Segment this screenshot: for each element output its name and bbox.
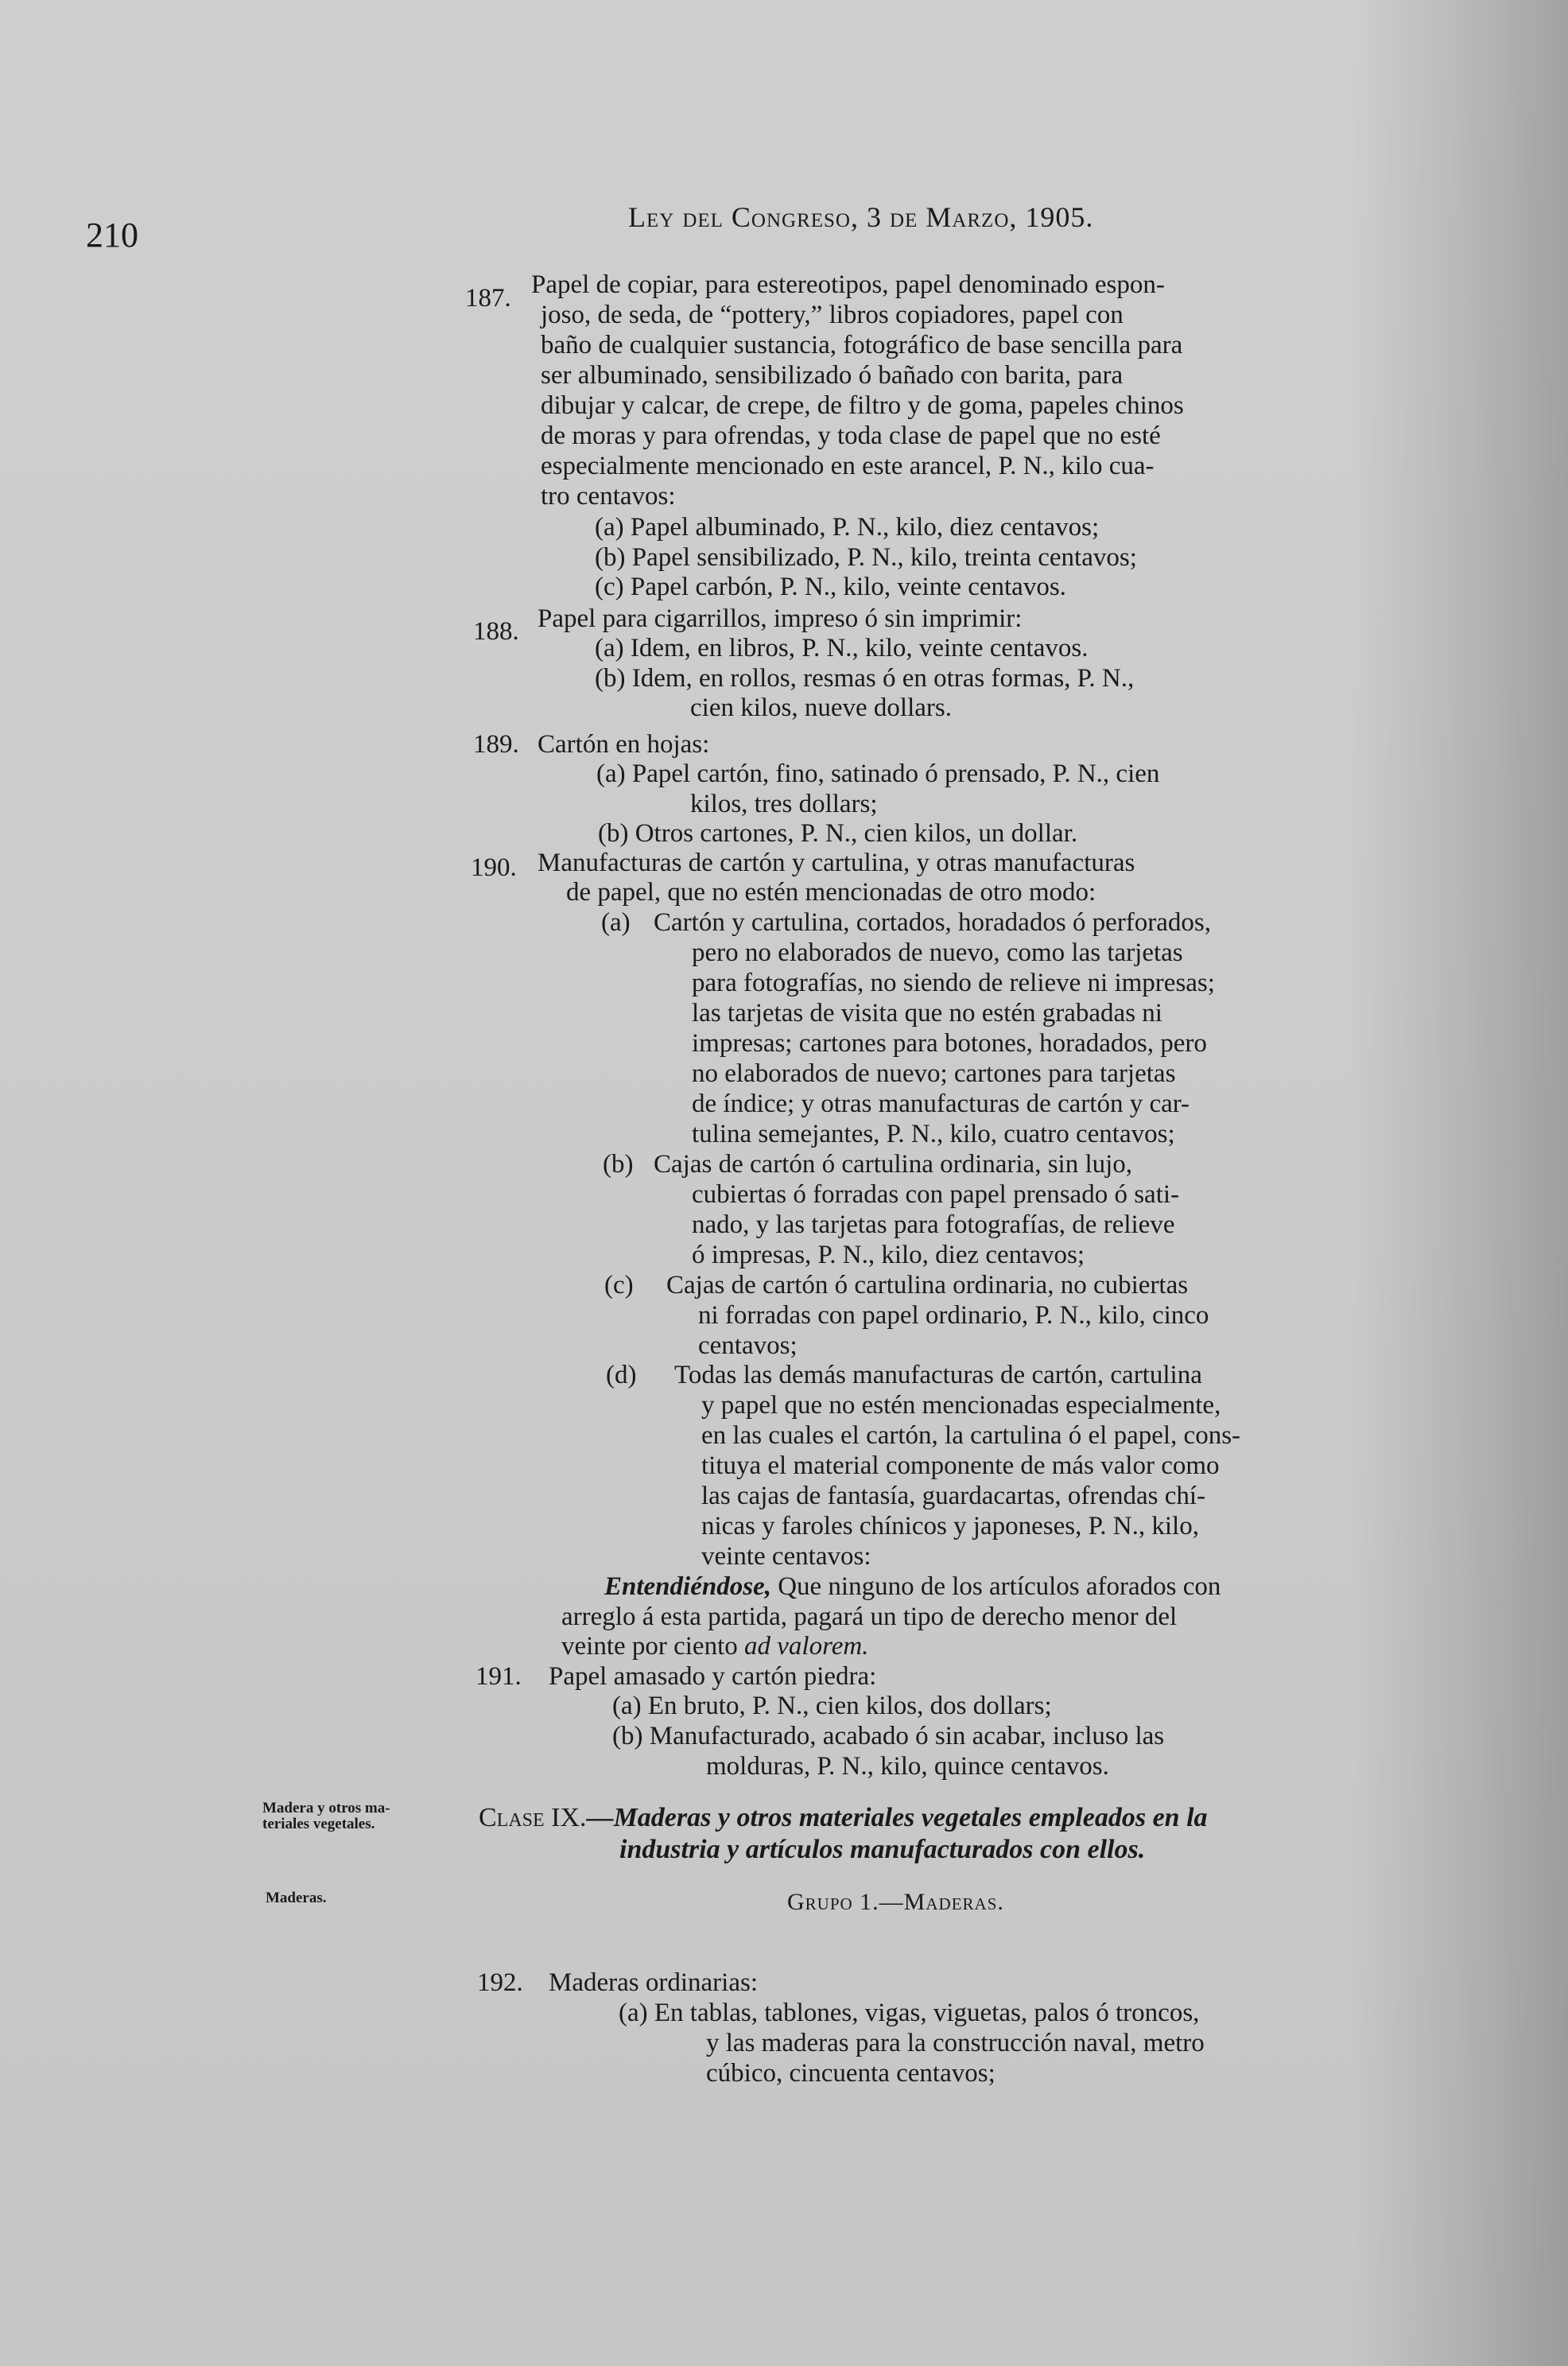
margin-note (262, 1801, 390, 1832)
text-line: las cajas de fantasía, guardacartas, ofrendas chí- (701, 1482, 1206, 1510)
proviso-text: veinte por ciento (561, 1632, 738, 1661)
item-number: 192. (477, 1968, 523, 1997)
subitem-a: (a) En bruto, P. N., cien kilos, dos dollars; (612, 1692, 1052, 1720)
subitem-b: (b) Papel sensibilizado, P. N., kilo, treinta centavos; (595, 543, 1137, 572)
text-line: Papel para cigarrillos, impreso ó sin imprimir: (538, 604, 1023, 633)
item-number: 188. (473, 617, 519, 646)
text-line: Cartón en hojas: (538, 730, 710, 759)
subitem-label: (c) (604, 1271, 634, 1300)
text-line: dibujar y calcar, de crepe, de filtro y de goma, papeles chinos (541, 391, 1184, 420)
text-line: centavos; (698, 1331, 798, 1360)
class-title: —Maderas y otros materiales vegetales empleados en la (586, 1803, 1208, 1832)
text-line: baño de cualquier sustancia, fotográfico de base sencilla para (541, 331, 1183, 359)
text-line: molduras, P. N., kilo, quince centavos. (706, 1752, 1109, 1781)
text-line: tro centavos: (541, 482, 676, 511)
text-line: no elaborados de nuevo; cartones para tarjetas (692, 1059, 1176, 1088)
class-heading-line (479, 1834, 1393, 1866)
proviso-line (561, 1632, 868, 1662)
subitem-label: (d) (606, 1361, 637, 1389)
text-line: Cajas de cartón ó cartulina ordinaria, sin lujo, (654, 1150, 1133, 1179)
item-number: 187. (465, 284, 511, 313)
text-line: de moras y para ofrendas, y toda clase de papel que no esté (541, 422, 1161, 450)
text-line: pero no elaborados de nuevo, como las tarjetas (692, 938, 1183, 967)
page-number: 210 (86, 216, 138, 254)
text-line: para fotografías, no siendo de relieve ni impresas; (692, 969, 1215, 997)
subitem-b: (b) Idem, en rollos, resmas ó en otras formas, P. N., (595, 664, 1135, 693)
text-line: cúbico, cincuenta centavos; (706, 2059, 996, 2088)
text-line: las tarjetas de visita que no estén grabadas ni (692, 999, 1162, 1028)
item-number: 189. (473, 730, 519, 759)
text-line: de papel, que no estén mencionadas de otro modo: (566, 878, 1096, 907)
text-line: Maderas ordinarias: (549, 1968, 758, 1997)
subitem-a: (a) Idem, en libros, P. N., kilo, veinte centavos. (595, 634, 1089, 662)
text-line: Manufacturas de cartón y cartulina, y otras manufacturas (538, 849, 1135, 877)
text-line: Todas las demás manufacturas de cartón, cartulina (674, 1361, 1202, 1389)
text-line: impresas; cartones para botones, horadados, pero (692, 1029, 1207, 1058)
text-line: nicas y faroles chínicos y japoneses, P. N., kilo, (701, 1512, 1199, 1540)
text-line: de índice; y otras manufacturas de cartón y car- (692, 1090, 1190, 1118)
subitem-b: (b) Otros cartones, P. N., cien kilos, un dollar. (598, 819, 1078, 848)
subitem-a: (a) Papel albuminado, P. N., kilo, diez centavos; (595, 513, 1100, 542)
subitem-a: (a) En tablas, tablones, vigas, viguetas, palos ó troncos, (619, 1999, 1200, 2027)
text-line: Papel de copiar, para estereotipos, papel denominado espon- (531, 270, 1165, 299)
subitem-label: (a) (601, 908, 631, 937)
text-line: ó impresas, P. N., kilo, diez centavos; (692, 1241, 1085, 1269)
text-line: nado, y las tarjetas para fotografías, de relieve (692, 1210, 1175, 1239)
text-line: joso, de seda, de “pottery,” libros copiadores, papel con (541, 301, 1124, 329)
subitem-a: (a) Papel cartón, fino, satinado ó prensado, P. N., cien (596, 760, 1160, 788)
class-label: Clase IX. (479, 1803, 587, 1832)
text-line: Cartón y cartulina, cortados, horadados ó perforados, (654, 908, 1212, 937)
running-header: Ley del Congreso, 3 de Marzo, 1905. (628, 201, 1094, 233)
text-line: tituya el material componente de más valor como (701, 1451, 1220, 1480)
class-heading-line (479, 1802, 1393, 1834)
class-heading (479, 1802, 1393, 1866)
text-line: y papel que no estén mencionadas especialmente, (701, 1391, 1221, 1420)
text-line: Cajas de cartón ó cartulina ordinaria, no cubiertas (666, 1271, 1189, 1300)
item-number: 190. (471, 853, 517, 882)
text-line: veinte centavos: (701, 1542, 871, 1571)
margin-note-line: Madera y otros ma- (262, 1800, 390, 1816)
proviso-text: Que ninguno de los artículos aforados con (778, 1572, 1221, 1601)
text-line: en las cuales el cartón, la cartulina ó el papel, cons- (701, 1421, 1241, 1450)
subitem-label: (b) (603, 1150, 634, 1179)
proviso-line (604, 1572, 1221, 1603)
text-line: Papel amasado y cartón piedra: (549, 1662, 877, 1691)
group-heading: Grupo 1.—Maderas. (787, 1889, 1004, 1915)
text-line: especialmente mencionado en este arancel, P. N., kilo cua- (541, 452, 1155, 480)
text-line: ni forradas con papel ordinario, P. N., kilo, cinco (698, 1301, 1209, 1330)
text-line: cubiertas ó forradas con papel prensado ó sati- (692, 1180, 1180, 1209)
ad-valorem: ad valorem. (744, 1632, 869, 1661)
item-number: 191. (475, 1662, 522, 1691)
subitem-c: (c) Papel carbón, P. N., kilo, veinte centavos. (595, 573, 1066, 601)
text-line: ser albuminado, sensibilizado ó bañado con barita, para (541, 361, 1124, 390)
text-line: y las maderas para la construcción naval, metro (706, 2029, 1205, 2057)
text-line: tulina semejantes, P. N., kilo, cuatro centavos; (692, 1120, 1175, 1148)
text-line: arreglo á esta partida, pagará un tipo de derecho menor del (561, 1603, 1178, 1631)
subitem-b: (b) Manufacturado, acabado ó sin acabar, incluso las (612, 1722, 1165, 1750)
margin-note-line: teriales vegetales. (262, 1816, 375, 1832)
proviso-word: Entendiéndose, (604, 1572, 771, 1601)
text-line: cien kilos, nueve dollars. (690, 693, 953, 722)
margin-note: Maderas. (266, 1890, 327, 1906)
class-title: industria y artículos manufacturados con ellos. (619, 1835, 1146, 1864)
text-line: kilos, tres dollars; (690, 790, 878, 818)
